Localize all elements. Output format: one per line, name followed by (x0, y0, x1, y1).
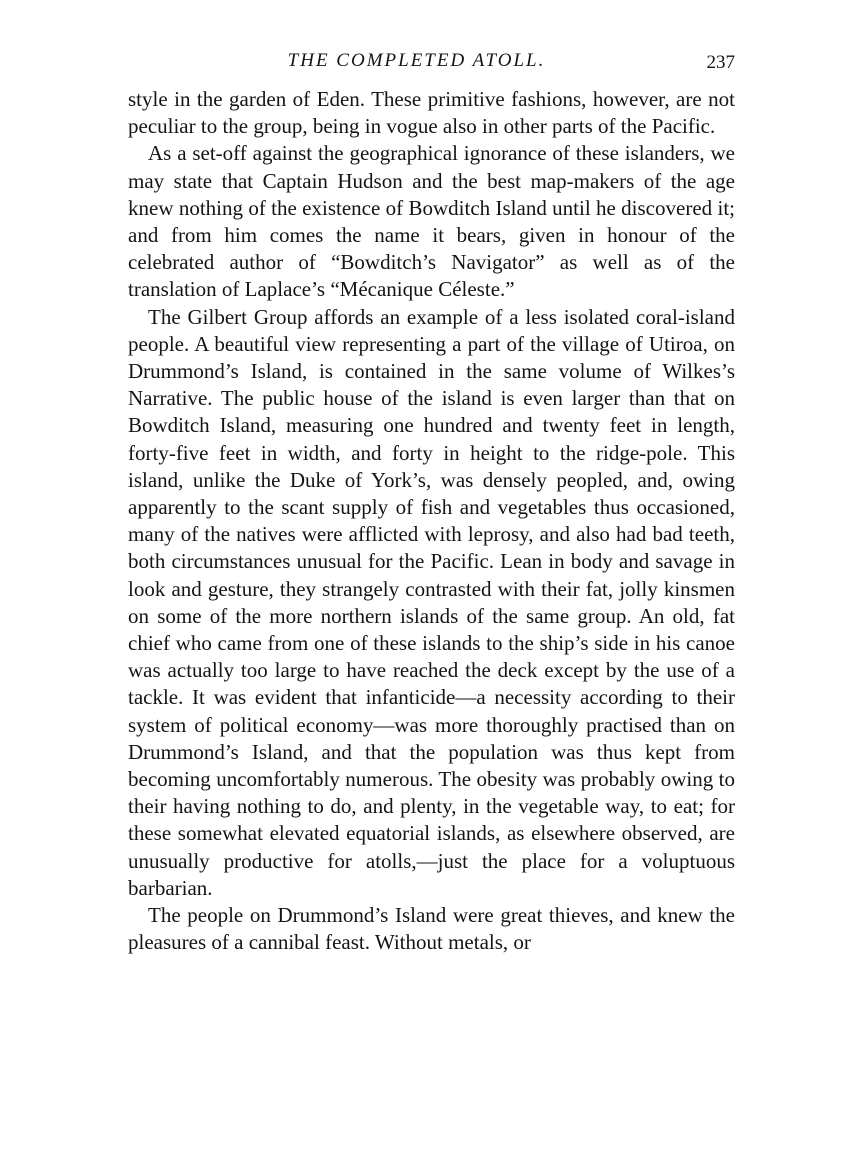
body-text (128, 86, 735, 957)
book-page (128, 44, 735, 957)
running-head (128, 44, 735, 78)
paragraph-bowditch-island: As a set-off against the geographical ignorance of these islanders, we may state that Captain Hudson and the best map-makers of the age knew nothing of the existence of Bowditch Island until he discovered it; and from him comes the name it bears, given in honour of the celebrated author of “Bowditch’s Navigator” as well as of the translation of Laplace’s “Mécanique Céleste.” (128, 141, 735, 302)
page-number: 237 (706, 52, 735, 73)
paragraph-continued: style in the garden of Eden. These primitive fashions, however, are not peculiar to the group, being in vogue also in other parts of the Pacific. (128, 87, 735, 139)
running-title: THE COMPLETED ATOLL. (287, 50, 546, 71)
paragraph-gilbert-group: The Gilbert Group affords an example of a less isolated coral-island people. A beautiful view representing a part of the village of Utiroa, on Drummond’s Island, is contained in the same volume of Wilkes’s Narrative. The public house of the island is even larger than that on Bowditch Island, measuring one hundred and twenty feet in length, forty-five feet in width, and forty in height to the ridge-pole. This island, unlike the Duke of York’s, was densely peopled, and, owing apparently to the scant supply of fish and vegetables thus occasioned, many of the natives were afflicted with leprosy, and also had bad teeth, both circumstances unusual for the Pacific. Lean in body and savage in look and gesture, they strangely contrasted with their fat, jolly kinsmen on some of the more northern islands of the same group. An old, fat chief who came from one of these islands to the ship’s side in his canoe was actually too large to have reached the deck except by the use of a tackle. It was evident that infanticide—a necessity according to their system of political economy—was more thoroughly practised than on Drummond’s Island, and that the population was thus kept from becoming uncomfortably numerous. The obesity was probably owing to their having nothing to do, and plenty, in the vegetable way, to eat; for these somewhat elevated equatorial islands, as elsewhere observed, are unusually productive for atolls,—just the place for a voluptuous barbarian. (128, 304, 735, 900)
paragraph-drummonds-island: The people on Drummond’s Island were great thieves, and knew the pleasures of a cannibal feast. Without metals, or (128, 903, 735, 955)
